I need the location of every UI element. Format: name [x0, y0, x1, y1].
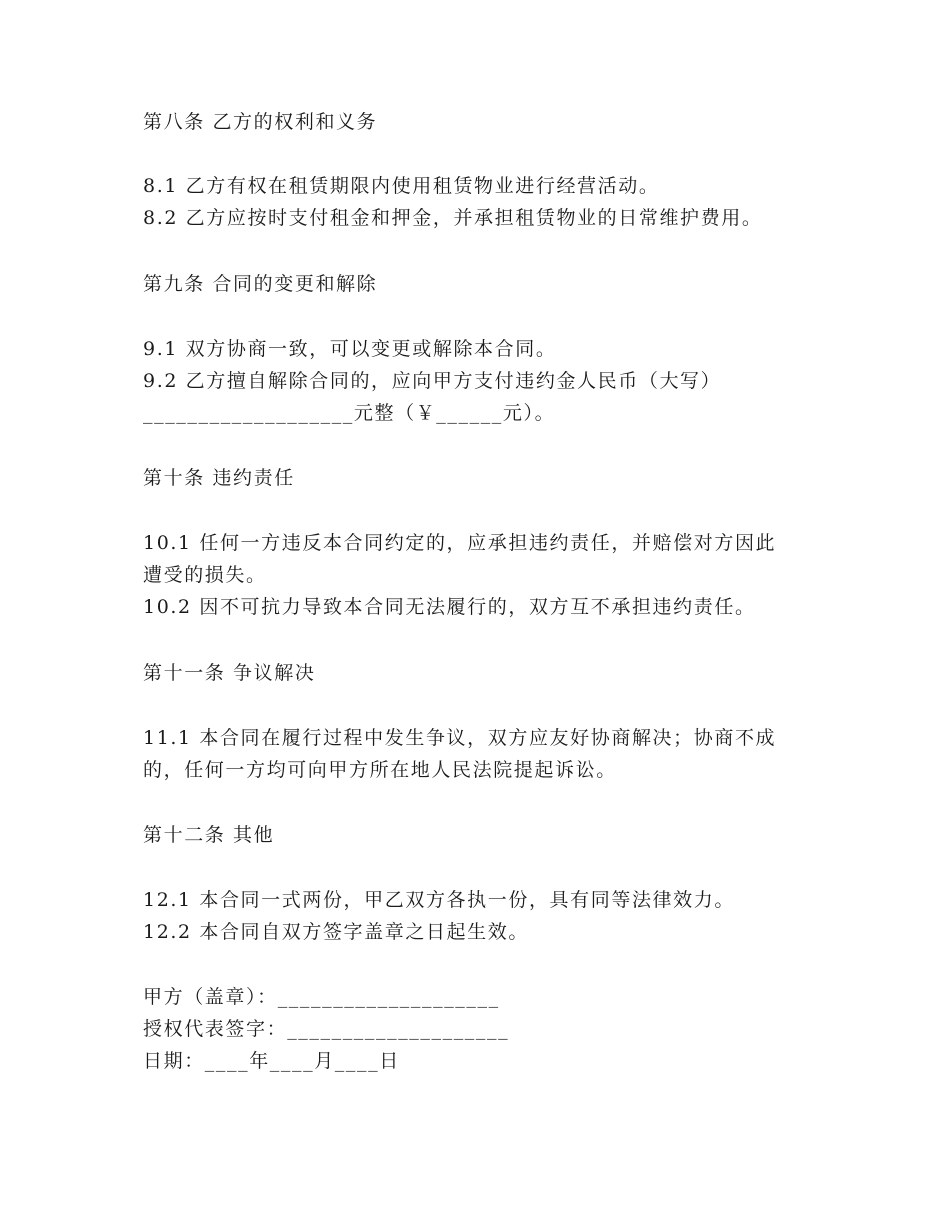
- date-line: 日期：____年____月____日: [143, 1050, 400, 1072]
- clause-8-1: 8.1 乙方有权在租赁期限内使用租赁物业进行经营活动。: [143, 175, 660, 197]
- clause-10-1-continued: 遭受的损失。: [143, 564, 267, 586]
- article-8-heading: 第八条 乙方的权利和义务: [143, 111, 378, 133]
- party-a-seal-line: 甲方（盖章）：____________________: [143, 986, 500, 1008]
- article-12-heading: 第十二条 其他: [143, 824, 275, 846]
- clause-11-1-continued: 的，任何一方均可向甲方所在地人民法院提起诉讼。: [143, 759, 617, 781]
- clause-9-2-continued: ___________________元整（￥______元）。: [143, 402, 556, 424]
- article-9-heading: 第九条 合同的变更和解除: [143, 273, 378, 295]
- clause-9-1: 9.1 双方协商一致，可以变更或解除本合同。: [143, 338, 557, 360]
- article-11-heading: 第十一条 争议解决: [143, 662, 316, 684]
- clause-8-2: 8.2 乙方应按时支付租金和押金，并承担租赁物业的日常维护费用。: [143, 207, 763, 229]
- article-10-heading: 第十条 违约责任: [143, 467, 295, 489]
- clause-10-1: 10.1 任何一方违反本合同约定的，应承担违约责任，并赔偿对方因此: [143, 532, 777, 554]
- clause-12-1: 12.1 本合同一式两份，甲乙双方各执一份，具有同等法律效力。: [143, 889, 735, 911]
- clause-9-2: 9.2 乙方擅自解除合同的，应向甲方支付违约金人民币（大写）: [143, 370, 722, 392]
- clause-12-2: 12.2 本合同自双方签字盖章之日起生效。: [143, 921, 529, 943]
- clause-10-2: 10.2 因不可抗力导致本合同无法履行的，双方互不承担违约责任。: [143, 596, 756, 618]
- clause-11-1: 11.1 本合同在履行过程中发生争议，双方应友好协商解决；协商不成: [143, 727, 777, 749]
- representative-signature-line: 授权代表签字：____________________: [143, 1018, 510, 1040]
